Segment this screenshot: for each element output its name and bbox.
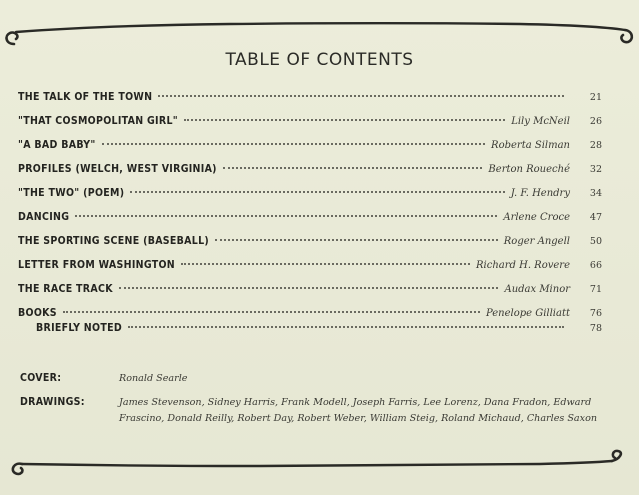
entry-title: THE TALK OF THE TOWN: [18, 91, 153, 103]
entry-page: 50: [589, 236, 602, 247]
entry-title: "A BAD BABY": [18, 139, 96, 151]
toc-entry: [18, 283, 602, 307]
cover-label: COVER:: [20, 372, 62, 384]
toc-list: [18, 91, 602, 336]
entry-page: 76: [589, 308, 602, 319]
dot-leader: [223, 167, 483, 169]
entry-author: J. F. Hendry: [510, 188, 570, 199]
dot-leader: [119, 287, 499, 289]
dot-leader: [128, 326, 564, 328]
entry-author: Roberta Silman: [491, 140, 570, 151]
dot-leader: [184, 119, 505, 121]
toc-entry: [18, 115, 602, 139]
cover-artist: Ronald Searle: [119, 373, 188, 384]
entry-page: 66: [589, 260, 602, 271]
bottom-scroll-rule: [0, 446, 639, 486]
entry-author: Richard H. Rovere: [476, 260, 570, 271]
credits-section: [20, 371, 620, 435]
page-title: TABLE OF CONTENTS: [225, 50, 414, 70]
toc-entry: [18, 259, 602, 283]
dot-leader: [158, 95, 564, 97]
dot-leader: [102, 143, 485, 145]
drawings-label: DRAWINGS:: [20, 396, 85, 408]
entry-title: THE SPORTING SCENE (BASEBALL): [18, 235, 210, 247]
entry-title: LETTER FROM WASHINGTON: [18, 259, 176, 271]
entry-page: 47: [589, 212, 602, 223]
entry-title: THE RACE TRACK: [18, 283, 113, 295]
entry-title: BOOKS: [18, 307, 57, 319]
top-scroll-rule: [0, 10, 639, 50]
toc-entry: [18, 139, 602, 163]
entry-page: 71: [589, 284, 602, 295]
entry-page: 26: [589, 116, 602, 127]
dot-leader: [215, 239, 498, 241]
entry-page: 34: [589, 188, 602, 199]
entry-title: PROFILES (WELCH, WEST VIRGINIA): [18, 163, 217, 175]
entry-author: Arlene Croce: [503, 212, 570, 223]
entry-title: DANCING: [18, 211, 70, 223]
entry-page: 28: [589, 140, 602, 151]
entry-author: Roger Angell: [503, 236, 570, 247]
entry-page: 78: [589, 323, 602, 334]
dot-leader: [75, 215, 497, 217]
toc-subentry: [18, 322, 602, 336]
entry-page: 32: [589, 164, 602, 175]
cover-credit: [20, 371, 620, 387]
toc-entry: [18, 187, 602, 211]
entry-title: "THE TWO" (POEM): [18, 187, 125, 199]
toc-entry: [18, 307, 602, 322]
toc-entry: [18, 235, 602, 259]
toc-entry: [18, 163, 602, 187]
drawings-artists: James Stevenson, Sidney Harris, Frank Modell, Joseph Farris, Lee Lorenz, Dana Fradon, Edward Frascino, Donald Reilly, Robert Day, Robert Weber, William Steig, Roland Michaud, Charles Saxon: [119, 397, 598, 424]
dot-leader: [63, 311, 480, 313]
dot-leader: [181, 263, 470, 265]
entry-author: Lily McNeil: [511, 116, 570, 127]
toc-entry: [18, 91, 602, 115]
entry-author: Berton Roueché: [488, 164, 570, 175]
entry-author: Penelope Gilliatt: [485, 308, 570, 319]
entry-title: "THAT COSMOPOLITAN GIRL": [18, 115, 178, 127]
toc-entry: [18, 211, 602, 235]
entry-author: Audax Minor: [504, 284, 570, 295]
drawings-credit: [20, 395, 620, 427]
dot-leader: [130, 191, 504, 193]
entry-page: 21: [589, 92, 602, 103]
entry-title: BRIEFLY NOTED: [36, 322, 122, 334]
